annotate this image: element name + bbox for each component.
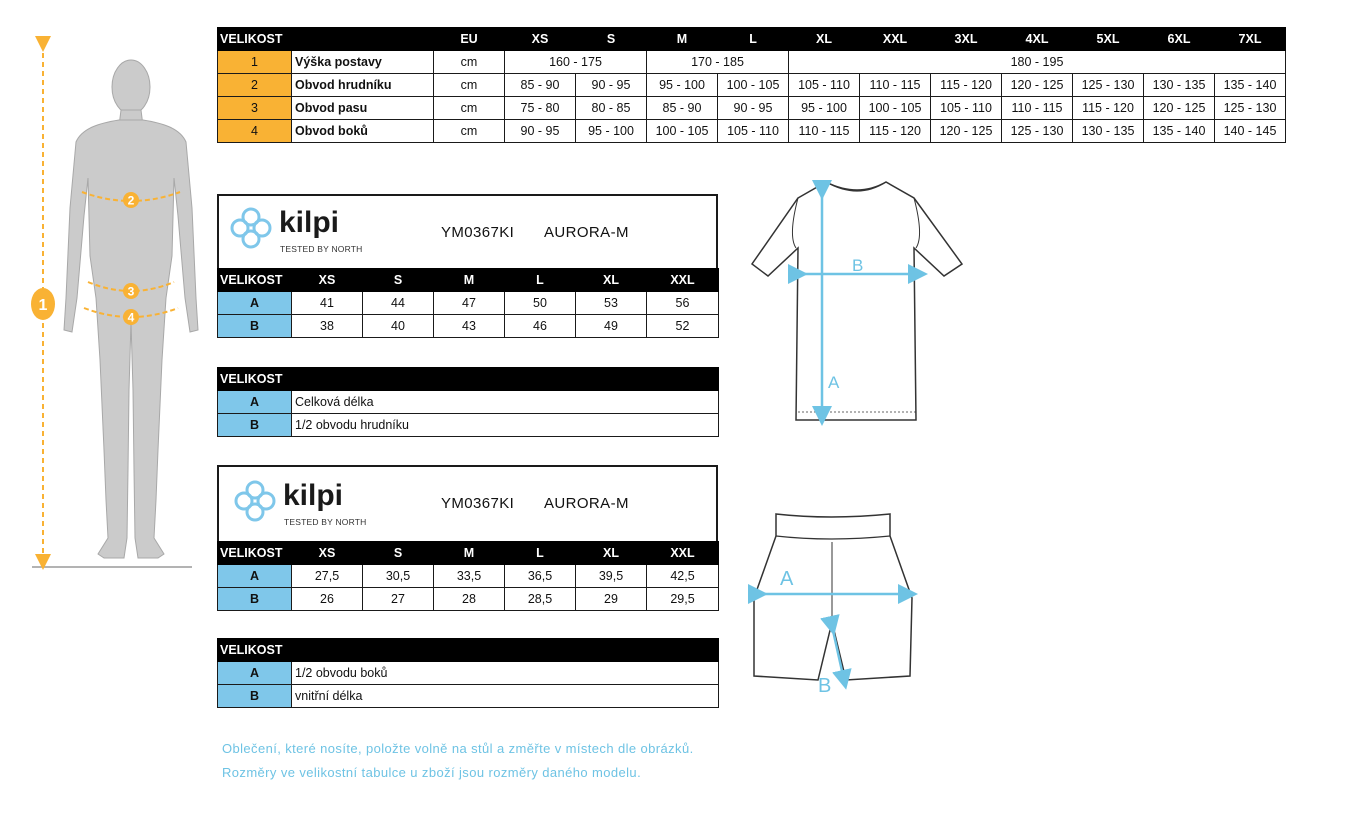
legend-label: B xyxy=(218,685,292,708)
size-header: XXL xyxy=(647,269,719,292)
value-cell: 115 - 120 xyxy=(1073,97,1144,120)
svg-text:1: 1 xyxy=(38,297,48,314)
value-cell: 120 - 125 xyxy=(931,120,1002,143)
value-cell: 29 xyxy=(576,588,647,611)
value-cell: 135 - 140 xyxy=(1215,74,1286,97)
size-header: 7XL xyxy=(1215,28,1286,51)
value-cell: 26 xyxy=(292,588,363,611)
value-cell: 120 - 125 xyxy=(1002,74,1073,97)
product-code: YM0367KI xyxy=(441,224,515,241)
size-header: M xyxy=(647,28,718,51)
value-cell: 125 - 130 xyxy=(1073,74,1144,97)
table-row xyxy=(218,565,719,588)
value-cell: 125 - 130 xyxy=(1215,97,1286,120)
product-code: YM0367KI xyxy=(441,495,515,512)
product-bottom-legend xyxy=(217,638,719,708)
value-cell: 130 - 135 xyxy=(1144,74,1215,97)
brand-tagline: TESTED BY NORTH xyxy=(280,244,363,254)
value-cell: 39,5 xyxy=(576,565,647,588)
legend-header-row xyxy=(218,639,719,662)
brand-name: kilpi xyxy=(283,479,344,512)
row-label: Obvod pasu xyxy=(292,97,434,120)
size-header: XXL xyxy=(647,542,719,565)
value-cell: 53 xyxy=(576,292,647,315)
value-cell: 50 xyxy=(505,292,576,315)
row-label: Výška postavy xyxy=(292,51,434,74)
kilpi-logo-icon xyxy=(227,204,275,252)
value-cell: 130 - 135 xyxy=(1073,120,1144,143)
svg-text:4: 4 xyxy=(127,310,135,325)
row-number: 4 xyxy=(218,120,292,143)
legend-label: B xyxy=(218,414,292,437)
value-cell: 75 - 80 xyxy=(505,97,576,120)
value-cell: 125 - 130 xyxy=(1002,120,1073,143)
value-cell: 115 - 120 xyxy=(860,120,931,143)
value-cell: 85 - 90 xyxy=(647,97,718,120)
product-top-size-table xyxy=(217,268,719,338)
size-header: XXL xyxy=(860,28,931,51)
value-cell: 27 xyxy=(363,588,434,611)
value-cell: 42,5 xyxy=(647,565,719,588)
row-unit: cm xyxy=(434,51,505,74)
value-cell: 52 xyxy=(647,315,719,338)
size-chart-table xyxy=(217,27,1286,143)
value-cell: 170 - 185 xyxy=(647,51,789,74)
value-cell: 100 - 105 xyxy=(647,120,718,143)
size-header: XL xyxy=(576,269,647,292)
size-header-row xyxy=(218,269,719,292)
value-cell: 38 xyxy=(292,315,363,338)
table-row xyxy=(218,97,1286,120)
value-cell: 95 - 100 xyxy=(647,74,718,97)
value-cell: 29,5 xyxy=(647,588,719,611)
size-header: XS xyxy=(292,269,363,292)
value-cell: 85 - 90 xyxy=(505,74,576,97)
value-cell: 100 - 105 xyxy=(860,97,931,120)
corner-label: VELIKOST xyxy=(218,269,292,292)
diagram-label-b: B xyxy=(852,256,864,275)
table-row xyxy=(218,74,1286,97)
row-number: 2 xyxy=(218,74,292,97)
corner-label: VELIKOST xyxy=(218,28,434,51)
size-header: 4XL xyxy=(1002,28,1073,51)
value-cell: 180 - 195 xyxy=(789,51,1286,74)
diagram-label-b: B xyxy=(818,675,832,697)
diagram-label-a: A xyxy=(780,568,794,590)
row-unit: cm xyxy=(434,120,505,143)
instruction-note: Oblečení, které nosíte, položte volně na stůl a změřte v místech dle obrázků. xyxy=(222,741,694,756)
value-cell: 28,5 xyxy=(505,588,576,611)
value-cell: 47 xyxy=(434,292,505,315)
value-cell: 100 - 105 xyxy=(718,74,789,97)
table-row xyxy=(218,51,1286,74)
value-cell: 28 xyxy=(434,588,505,611)
table-row xyxy=(218,391,719,414)
value-cell: 95 - 100 xyxy=(576,120,647,143)
row-number: 3 xyxy=(218,97,292,120)
value-cell: 120 - 125 xyxy=(1144,97,1215,120)
value-cell: 135 - 140 xyxy=(1144,120,1215,143)
legend-label: A xyxy=(218,662,292,685)
table-row xyxy=(218,414,719,437)
product-top-legend xyxy=(217,367,719,437)
svg-text:3: 3 xyxy=(127,284,135,299)
row-label: A xyxy=(218,292,292,315)
value-cell: 110 - 115 xyxy=(1002,97,1073,120)
size-header: M xyxy=(434,269,505,292)
value-cell: 33,5 xyxy=(434,565,505,588)
value-cell: 110 - 115 xyxy=(860,74,931,97)
value-cell: 46 xyxy=(505,315,576,338)
shorts-diagram xyxy=(748,508,918,698)
value-cell: 27,5 xyxy=(292,565,363,588)
brand-name: kilpi xyxy=(279,206,340,239)
size-header: 6XL xyxy=(1144,28,1215,51)
value-cell: 40 xyxy=(363,315,434,338)
legend-title: VELIKOST xyxy=(218,639,719,662)
value-cell: 90 - 95 xyxy=(505,120,576,143)
row-unit: cm xyxy=(434,97,505,120)
svg-text:2: 2 xyxy=(127,193,135,208)
value-cell: 160 - 175 xyxy=(505,51,647,74)
value-cell: 41 xyxy=(292,292,363,315)
size-header: S xyxy=(363,269,434,292)
row-unit: cm xyxy=(434,74,505,97)
tshirt-diagram xyxy=(748,176,968,426)
value-cell: 105 - 110 xyxy=(931,97,1002,120)
value-cell: 90 - 95 xyxy=(576,74,647,97)
size-header: L xyxy=(718,28,789,51)
legend-text: Celková délka xyxy=(292,391,719,414)
row-label: B xyxy=(218,315,292,338)
value-cell: 36,5 xyxy=(505,565,576,588)
size-header: S xyxy=(576,28,647,51)
table-row xyxy=(218,292,719,315)
legend-header-row xyxy=(218,368,719,391)
size-header: M xyxy=(434,542,505,565)
table-row xyxy=(218,685,719,708)
product-bottom-size-table xyxy=(217,541,719,611)
row-label: Obvod boků xyxy=(292,120,434,143)
size-header: XL xyxy=(576,542,647,565)
unit-header: EU xyxy=(434,28,505,51)
product-header-top xyxy=(217,194,718,270)
product-name: AURORA-M xyxy=(544,495,629,512)
value-cell: 80 - 85 xyxy=(576,97,647,120)
size-header: L xyxy=(505,542,576,565)
value-cell: 105 - 110 xyxy=(718,120,789,143)
value-cell: 44 xyxy=(363,292,434,315)
table-row xyxy=(218,120,1286,143)
table-row xyxy=(218,588,719,611)
brand-tagline: TESTED BY NORTH xyxy=(284,517,367,527)
size-header: 5XL xyxy=(1073,28,1144,51)
size-header: XS xyxy=(505,28,576,51)
body-measurement-figure xyxy=(20,30,205,575)
instruction-note: Rozměry ve velikostní tabulce u zboží jsou rozměry daného modelu. xyxy=(222,765,642,780)
size-header: L xyxy=(505,269,576,292)
legend-label: A xyxy=(218,391,292,414)
row-label: B xyxy=(218,588,292,611)
size-chart-header-row xyxy=(218,28,1286,51)
row-label: Obvod hrudníku xyxy=(292,74,434,97)
size-header: S xyxy=(363,542,434,565)
row-label: A xyxy=(218,565,292,588)
legend-text: vnitřní délka xyxy=(292,685,719,708)
value-cell: 30,5 xyxy=(363,565,434,588)
row-number: 1 xyxy=(218,51,292,74)
legend-text: 1/2 obvodu boků xyxy=(292,662,719,685)
table-row xyxy=(218,315,719,338)
size-header: XL xyxy=(789,28,860,51)
value-cell: 105 - 110 xyxy=(789,74,860,97)
value-cell: 110 - 115 xyxy=(789,120,860,143)
value-cell: 56 xyxy=(647,292,719,315)
size-header: XS xyxy=(292,542,363,565)
value-cell: 90 - 95 xyxy=(718,97,789,120)
legend-title: VELIKOST xyxy=(218,368,719,391)
table-row xyxy=(218,662,719,685)
size-header-row xyxy=(218,542,719,565)
value-cell: 43 xyxy=(434,315,505,338)
product-name: AURORA-M xyxy=(544,224,629,241)
legend-text: 1/2 obvodu hrudníku xyxy=(292,414,719,437)
value-cell: 95 - 100 xyxy=(789,97,860,120)
diagram-label-a: A xyxy=(828,373,840,392)
size-header: 3XL xyxy=(931,28,1002,51)
value-cell: 140 - 145 xyxy=(1215,120,1286,143)
corner-label: VELIKOST xyxy=(218,542,292,565)
value-cell: 115 - 120 xyxy=(931,74,1002,97)
product-header-bottom xyxy=(217,465,718,541)
value-cell: 49 xyxy=(576,315,647,338)
kilpi-logo-icon xyxy=(231,477,279,525)
